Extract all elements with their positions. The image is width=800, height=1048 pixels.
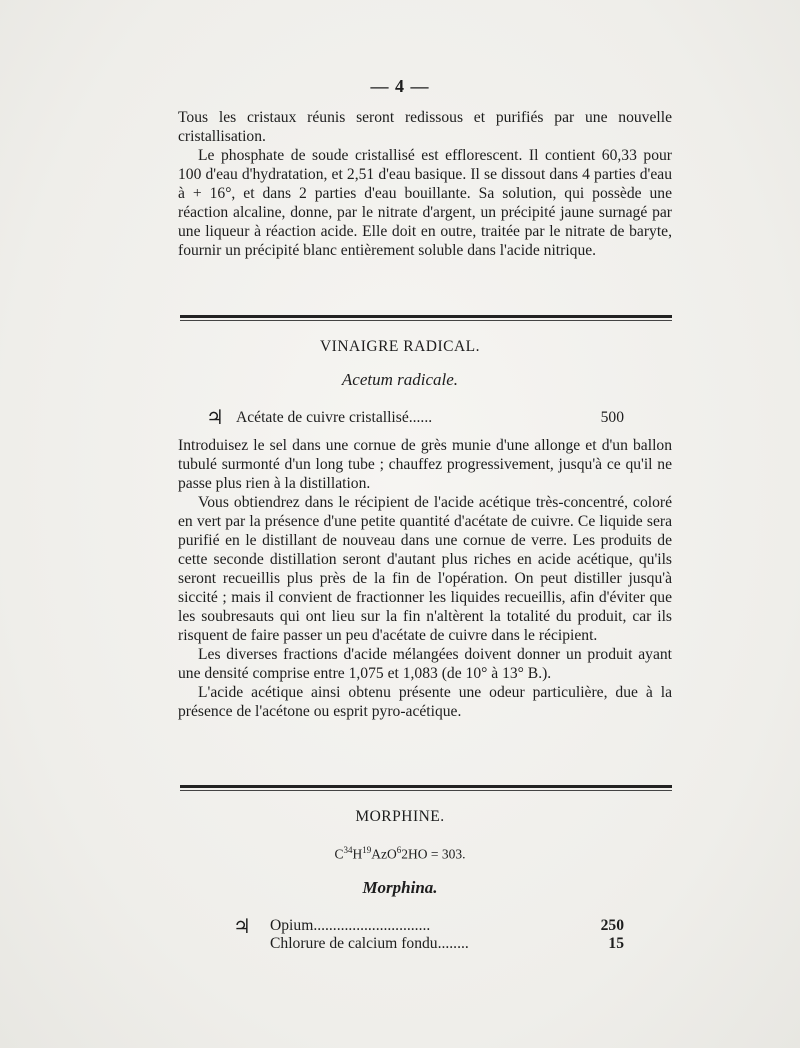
ingredient-quantity: 250 <box>600 917 624 934</box>
section-title-morphine: MORPHINE. <box>355 808 445 825</box>
section-divider <box>180 785 672 788</box>
page-number: — 4 — <box>370 76 430 96</box>
ingredient-name: Acétate de cuivre cristallisé...... <box>236 409 433 426</box>
section-divider <box>180 315 672 318</box>
paragraph-obtiendrez: Vous obtiendrez dans le récipient de l'acide acétique très-concentré, coloré en vert par la présence d'une petite quantité d'acétate de cuivre. Ce liquide sera purifié en le distillant de nouveau dans une cornue de verre. Les produits de cette seconde distillation seront d'autant plus riches en acide acétique, qu'ils seront recueillis plus près de la fin de l'opération. On peut distiller jusqu'à siccité ; mais il convient de fractionner les liquides recueillis, afin d'éviter que les soubresauts qui ont lieu sur la fin n'altèrent la totalité du produit, car ils risquent de faire passer un peu d'acétate de cuivre dans le récipient. <box>178 494 672 644</box>
ingredient-quantity: 15 <box>608 935 624 952</box>
recipe-symbol-icon: ♃ <box>233 916 251 938</box>
latin-name-vinaigre: Acetum radicale. <box>341 370 459 389</box>
paragraph-acide-acetique: L'acide acétique ainsi obtenu présente une odeur particulière, due à la présence de l'acétone ou esprit pyro-acétique. <box>178 684 672 720</box>
ingredient-quantity: 500 <box>600 409 624 426</box>
paragraph-crystals: Tous les cristaux réunis seront redissous et purifiés par une nouvelle cristallisation. <box>178 109 672 145</box>
paragraph-fractions: Les diverses fractions d'acide mélangées doivent donner un produit ayant une densité comprise entre 1,075 et 1,083 (de 10° à 13° B.). <box>178 646 672 682</box>
ingredient-name: Opium.............................. <box>270 917 431 934</box>
latin-name-morphina: Morphina. <box>362 878 438 897</box>
chemical-formula: $C^{34}H^{19}AzO^62HO = 303$. <box>334 845 466 862</box>
intro-block <box>178 108 672 260</box>
recipe-symbol-icon: ♃ <box>206 407 224 429</box>
paragraph-phosphate: Le phosphate de soude cristallisé est efflorescent. Il contient 60,33 pour 100 d'eau d'hydratation, et 2,51 d'eau basique. Il se dissout dans 4 parties d'eau à + 16°, et dans 2 parties d'eau bouillante. Sa solution, qui possède une réaction alcaline, donne, par le nitrate d'argent, un précipité jaune surnagé par une liqueur à réaction acide. Elle doit en outre, traitée par le nitrate de baryte, fournir un précipité blanc entièrement soluble dans l'acide nitrique. <box>178 147 672 259</box>
ingredient-name: Chlorure de calcium fondu........ <box>270 935 469 952</box>
vinaigre-text <box>178 436 672 721</box>
paragraph-introduisez: Introduisez le sel dans une cornue de grès munie d'une allonge et d'un ballon tubulé surmonté d'un long tube ; chauffez progressivement, jusqu'à ce qu'il ne passe plus rien à la distillation. <box>178 437 672 492</box>
section-title-vinaigre: VINAIGRE RADICAL. <box>319 338 481 355</box>
